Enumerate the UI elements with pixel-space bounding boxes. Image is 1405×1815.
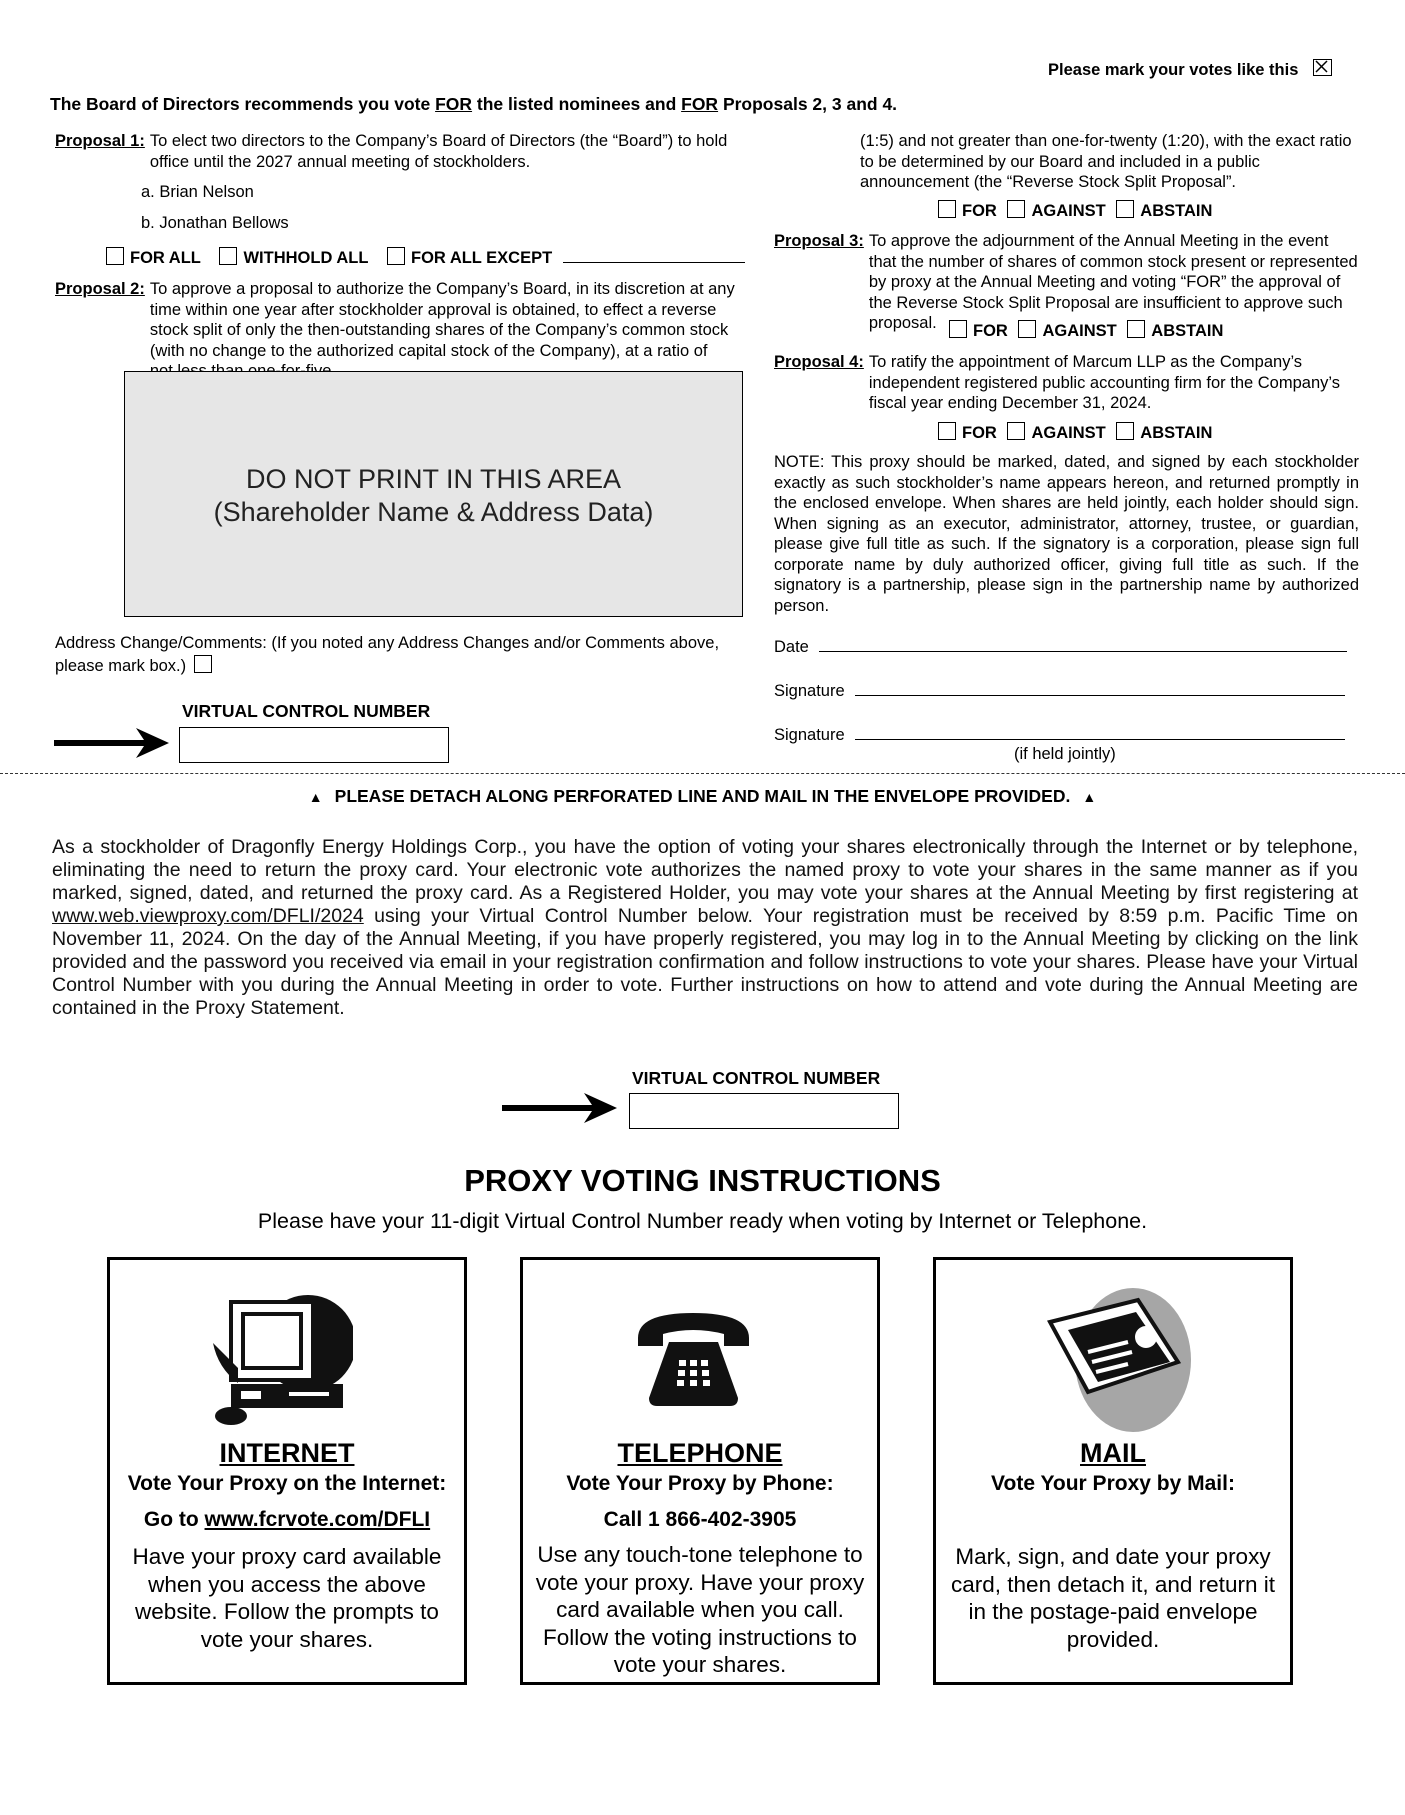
arrow-right-icon bbox=[502, 1093, 617, 1123]
against-label: AGAINST bbox=[1042, 322, 1117, 340]
computer-icon bbox=[213, 1288, 353, 1428]
fcrvote-link[interactable]: www.fcrvote.com/DFLI bbox=[204, 1508, 431, 1531]
signature-field-1[interactable] bbox=[855, 680, 1345, 696]
date-label: Date bbox=[774, 638, 809, 656]
withhold-all-label: WITHHOLD ALL bbox=[243, 249, 369, 267]
perforation-line bbox=[0, 773, 1405, 774]
board-recommendation bbox=[50, 94, 897, 115]
proposal-3-options bbox=[949, 320, 1237, 341]
proposal-2-text: To approve a proposal to authorize the Company’s Board, in its discretion at any time within one year after stockholder approval is obtained, to effect a reverse stock split of only the then-outstanding shares of the Company’s common stock (with no change to the authorized capital stock of the Company), at a ratio of bbox=[149, 280, 735, 360]
envelope-icon bbox=[1028, 1282, 1193, 1432]
mail-heading: MAIL bbox=[1080, 1438, 1146, 1468]
proposal-3 bbox=[774, 231, 1359, 334]
for-all-except-checkbox[interactable] bbox=[387, 247, 405, 265]
signature-row-2 bbox=[774, 724, 1345, 746]
mail-subheading: Vote Your Proxy by Mail: bbox=[991, 1472, 1235, 1495]
proposal-3-text: To approve the adjournment of the Annual Meeting in the event that the number of shares of common stock present or represented by proxy at the Annual Meeting and voting “FOR” the approval of the Reverse Stock Split Proposal are insufficient to approve such proposal. bbox=[868, 232, 1358, 332]
proposal-2-label: Proposal 2: bbox=[55, 280, 145, 298]
virtual-control-label: VIRTUAL CONTROL NUMBER bbox=[632, 1068, 881, 1088]
telephone-subheading: Vote Your Proxy by Phone: bbox=[566, 1472, 834, 1495]
proposal-3-label: Proposal 3: bbox=[774, 232, 864, 250]
proposal-4 bbox=[774, 352, 1359, 414]
proposal-2-continued: (1:5) and not greater than one-for-twenty (1:20), with the exact ratio to be determined by our Board and included in a public announcement (the “Reverse Stock Split Proposal”. bbox=[860, 132, 1352, 191]
proposal-2-abstain-checkbox[interactable] bbox=[1116, 200, 1134, 218]
telephone-body: Use any touch-tone telephone to vote your proxy. Have your proxy card available when you call. Follow the voting instructions to vote your shares. bbox=[535, 1542, 865, 1677]
proposal-3-for-checkbox[interactable] bbox=[949, 320, 967, 338]
instructions-subtitle: Please have your 11-digit Virtual Control Number ready when voting by Internet or Telephone. bbox=[257, 1209, 1148, 1233]
telephone-icon bbox=[636, 1308, 751, 1408]
mail-body: Mark, sign, and date your proxy card, then detach it, and return it in the postage-paid envelope provided. bbox=[951, 1544, 1275, 1652]
rec-for: FOR bbox=[681, 94, 719, 114]
proposal-2-for-checkbox[interactable] bbox=[938, 200, 956, 218]
date-row bbox=[774, 636, 1347, 658]
for-label: FOR bbox=[962, 202, 997, 220]
proposal-3-against-checkbox[interactable] bbox=[1018, 320, 1036, 338]
address-change-text: Address Change/Comments: (If you noted any Address Changes and/or Comments above, please mark box.) bbox=[55, 634, 720, 675]
for-all-checkbox[interactable] bbox=[106, 247, 124, 265]
signature-label: Signature bbox=[774, 682, 845, 700]
internet-heading: INTERNET bbox=[219, 1438, 355, 1468]
proposal-1-text: To elect two directors to the Company’s Board of Directors (the “Board”) to hold office until the 2027 annual meeting of stockholders. bbox=[149, 132, 728, 171]
shareholder-address-area bbox=[124, 371, 743, 617]
arrow-right-icon bbox=[54, 728, 169, 758]
for-all-except-field[interactable] bbox=[563, 246, 745, 263]
abstain-label: ABSTAIN bbox=[1140, 424, 1213, 442]
do-not-print-line1: DO NOT PRINT IN THIS AREA bbox=[245, 464, 622, 494]
for-label: FOR bbox=[962, 424, 997, 442]
for-all-except-label: FOR ALL EXCEPT bbox=[411, 249, 553, 267]
signature-field-2[interactable] bbox=[855, 724, 1345, 740]
internet-subheading: Vote Your Proxy on the Internet: bbox=[127, 1472, 447, 1495]
rec-part: The Board of Directors recommends you vote bbox=[50, 94, 436, 114]
instructions-title: PROXY VOTING INSTRUCTIONS bbox=[464, 1163, 941, 1198]
date-field[interactable] bbox=[819, 636, 1347, 652]
sample-marked-checkbox bbox=[1313, 59, 1332, 76]
viewproxy-link[interactable]: www.web.viewproxy.com/DFLI/2024 bbox=[52, 905, 364, 927]
proposal-1 bbox=[55, 131, 735, 172]
address-change-checkbox[interactable] bbox=[194, 655, 212, 673]
do-not-print-line2: (Shareholder Name & Address Data) bbox=[213, 497, 654, 527]
stockholder-paragraph bbox=[52, 836, 1358, 1020]
rec-part: Proposals 2, 3 and 4. bbox=[718, 94, 898, 114]
against-label: AGAINST bbox=[1031, 202, 1106, 220]
nominee-1: a. Brian Nelson bbox=[141, 183, 254, 201]
telephone-card bbox=[520, 1257, 880, 1685]
proposal-3-abstain-checkbox[interactable] bbox=[1127, 320, 1145, 338]
go-to-label: Go to bbox=[143, 1508, 205, 1531]
paragraph-text: As a stockholder of Dragonfly Energy Holdings Corp., you have the option of voting your shares electronically through the Internet or by telephone, eliminating the need to return the proxy card. Your electronic vote authorizes the named proxy to vote your shares in the same manner as if you marked, signed, dated, and returned the proxy card. As a Registered Holder, you may vote your shares at the Annual Meeting by first registering at bbox=[52, 836, 1358, 904]
signing-note: NOTE: This proxy should be marked, dated, and signed by each stockholder exactly as such stockholder’s name appears hereon, and returned promptly in the enclosed envelope. When shares are held jointly, each holder should sign. When signing as an executor, administrator, attorney, trustee, or guardian, please give full title as such. If the signatory is a corporation, please sign full corporate name by duly authorized officer, giving full title as such. If the signatory is a partnership, please sign in the partnership name by authorized person. bbox=[774, 453, 1359, 615]
rec-part: the listed nominees and bbox=[472, 94, 682, 114]
triangle-up-icon: ▲ bbox=[308, 789, 323, 805]
detach-instruction bbox=[0, 786, 1405, 807]
proposal-4-for-checkbox[interactable] bbox=[938, 422, 956, 440]
triangle-up-icon: ▲ bbox=[1082, 789, 1097, 805]
proposal-4-abstain-checkbox[interactable] bbox=[1116, 422, 1134, 440]
abstain-label: ABSTAIN bbox=[1151, 322, 1224, 340]
mail-card bbox=[933, 1257, 1293, 1685]
nominee-2: b. Jonathan Bellows bbox=[141, 214, 289, 232]
proposal-2-options bbox=[938, 200, 1226, 221]
address-change bbox=[55, 632, 735, 678]
mark-votes-instruction bbox=[1048, 59, 1332, 80]
signature-label: Signature bbox=[774, 726, 845, 744]
internet-body: Have your proxy card available when you access the above website. Follow the prompts to vote your shares. bbox=[132, 1544, 442, 1652]
internet-card bbox=[107, 1257, 467, 1685]
proposal-4-text: To ratify the appointment of Marcum LLP as the Company’s independent registered public accounting firm for the Company’s fiscal year ending December 31, 2024. bbox=[868, 353, 1340, 412]
proposal-2-against-checkbox[interactable] bbox=[1007, 200, 1025, 218]
phone-number[interactable]: Call 1 866-402-3905 bbox=[603, 1508, 797, 1531]
against-label: AGAINST bbox=[1031, 424, 1106, 442]
virtual-control-field[interactable] bbox=[629, 1093, 899, 1129]
for-label: FOR bbox=[973, 322, 1008, 340]
abstain-label: ABSTAIN bbox=[1140, 202, 1213, 220]
held-jointly-label: (if held jointly) bbox=[1014, 745, 1116, 763]
virtual-control-field[interactable] bbox=[179, 727, 449, 763]
proposal-4-options bbox=[938, 422, 1226, 443]
proposal-4-label: Proposal 4: bbox=[774, 353, 864, 371]
proposal-4-against-checkbox[interactable] bbox=[1007, 422, 1025, 440]
rec-for: FOR bbox=[435, 94, 473, 114]
withhold-all-checkbox[interactable] bbox=[219, 247, 237, 265]
proposal-2 bbox=[55, 279, 735, 382]
mark-votes-label: Please mark your votes like this bbox=[1048, 61, 1299, 79]
proposal-1-options bbox=[106, 246, 745, 268]
detach-text: PLEASE DETACH ALONG PERFORATED LINE AND MAIL IN THE ENVELOPE PROVIDED. bbox=[334, 786, 1071, 806]
for-all-label: FOR ALL bbox=[130, 249, 201, 267]
paragraph-text: using your Virtual Control Number below. Your registration must be received by 8:59 p.m. Pacific Time on November 11, 2024. On the day of the Annual Meeting, if you have properly registered, you may log in to the Annual Meeting by clicking on the link provided and the password you received via email in your registration confirmation and follow instructions to vote your shares. Please have your Virtual Control Number with you during the Annual Meeting in order to vote. Further instructions on how to attend and vote during the Annual Meeting are contained in the Proxy Statement. bbox=[52, 905, 1358, 1019]
signature-row-1 bbox=[774, 680, 1345, 702]
telephone-heading: TELEPHONE bbox=[617, 1438, 783, 1468]
virtual-control-label: VIRTUAL CONTROL NUMBER bbox=[182, 701, 431, 721]
proposal-1-label: Proposal 1: bbox=[55, 132, 145, 150]
